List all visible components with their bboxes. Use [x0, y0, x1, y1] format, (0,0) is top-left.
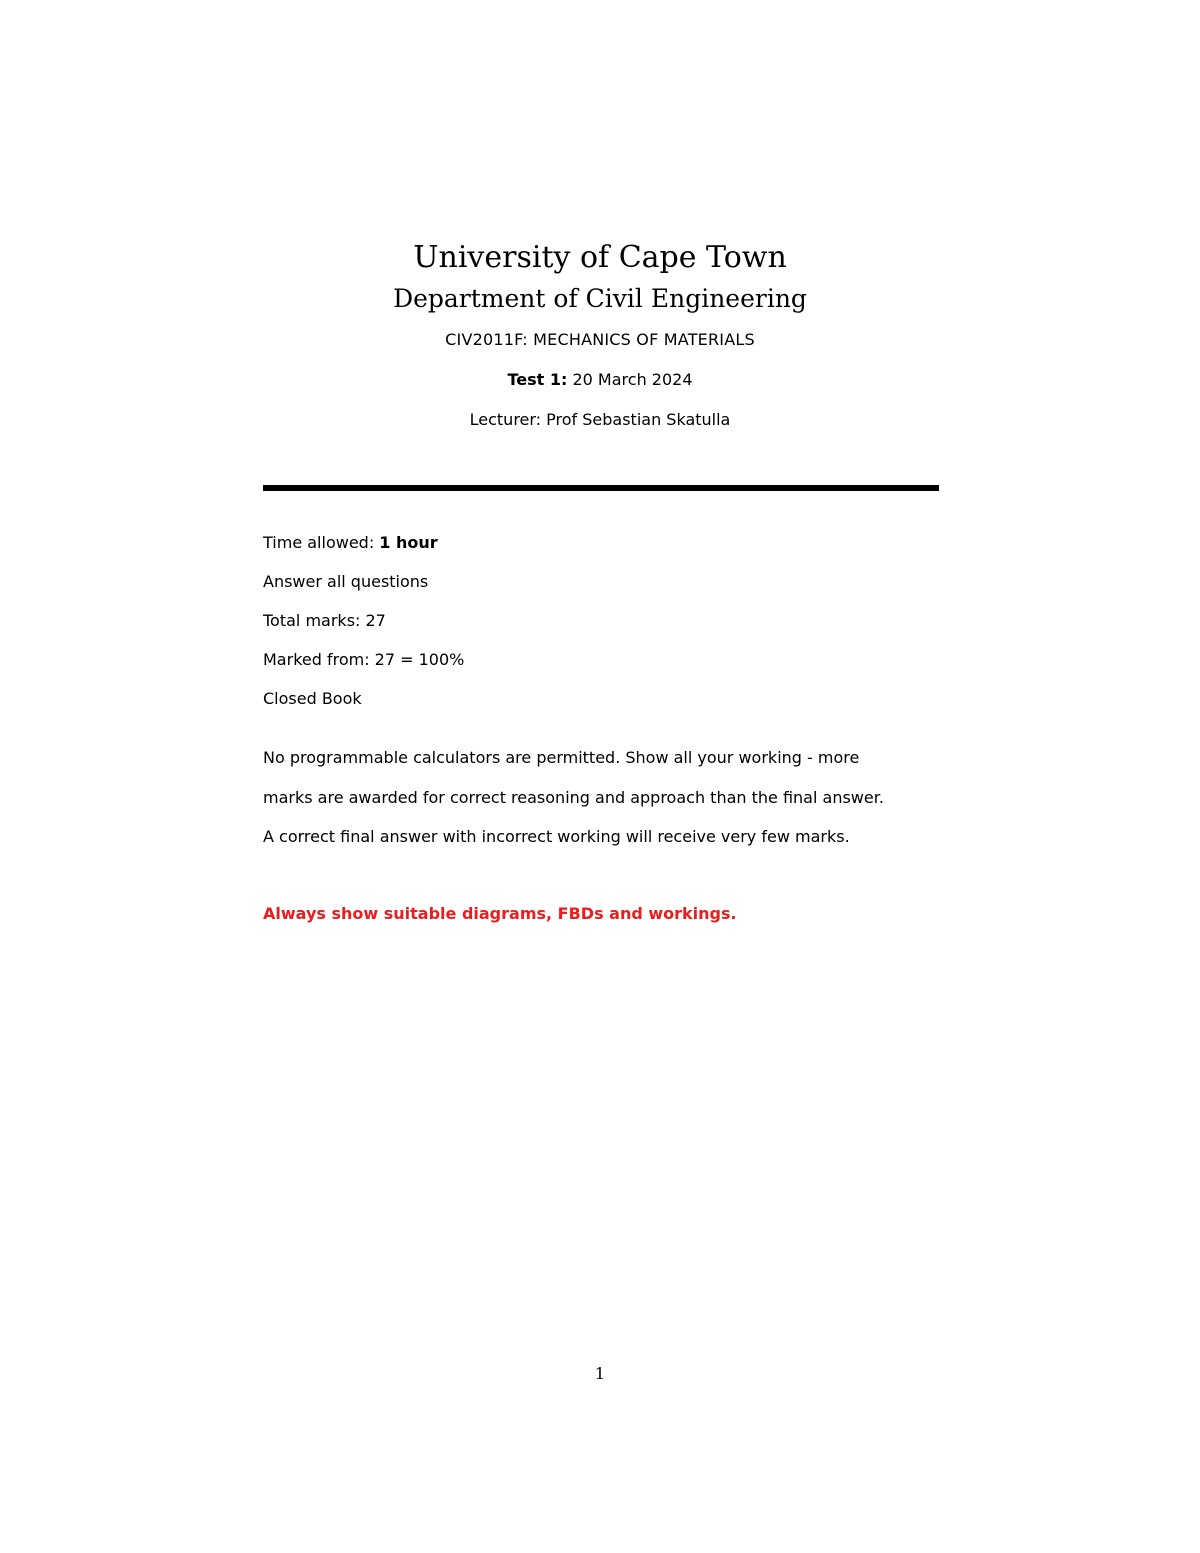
university-title: University of Cape Town — [413, 240, 787, 275]
marked-from-line: Marked from: 27 = 100% — [263, 650, 465, 669]
time-allowed-line — [263, 529, 438, 557]
instruction-line-3: A correct final answer with incorrect working will receive very few marks. — [263, 827, 850, 846]
horizontal-rule — [263, 485, 939, 491]
instruction-line-2: marks are awarded for correct reasoning and approach than the final answer. — [263, 788, 884, 807]
course-title: CIV2011F: MECHANICS OF MATERIALS — [445, 330, 755, 349]
diagram-warning: Always show suitable diagrams, FBDs and workings. — [263, 904, 737, 923]
test-line — [0, 366, 1200, 394]
test-label: Test 1: — [507, 370, 568, 389]
test-date: 20 March 2024 — [572, 370, 693, 389]
answer-all-line: Answer all questions — [263, 572, 429, 591]
time-allowed-value: 1 hour — [379, 533, 438, 552]
closed-book-line: Closed Book — [263, 689, 362, 708]
page-number: 1 — [594, 1364, 606, 1383]
time-allowed-label: Time allowed: — [263, 533, 375, 552]
instruction-line-1: No programmable calculators are permitted. Show all your working - more — [263, 748, 860, 767]
lecturer-line: Lecturer: Prof Sebastian Skatulla — [469, 410, 731, 429]
department-title: Department of Civil Engineering — [393, 284, 807, 313]
total-marks-line: Total marks: 27 — [263, 611, 386, 630]
